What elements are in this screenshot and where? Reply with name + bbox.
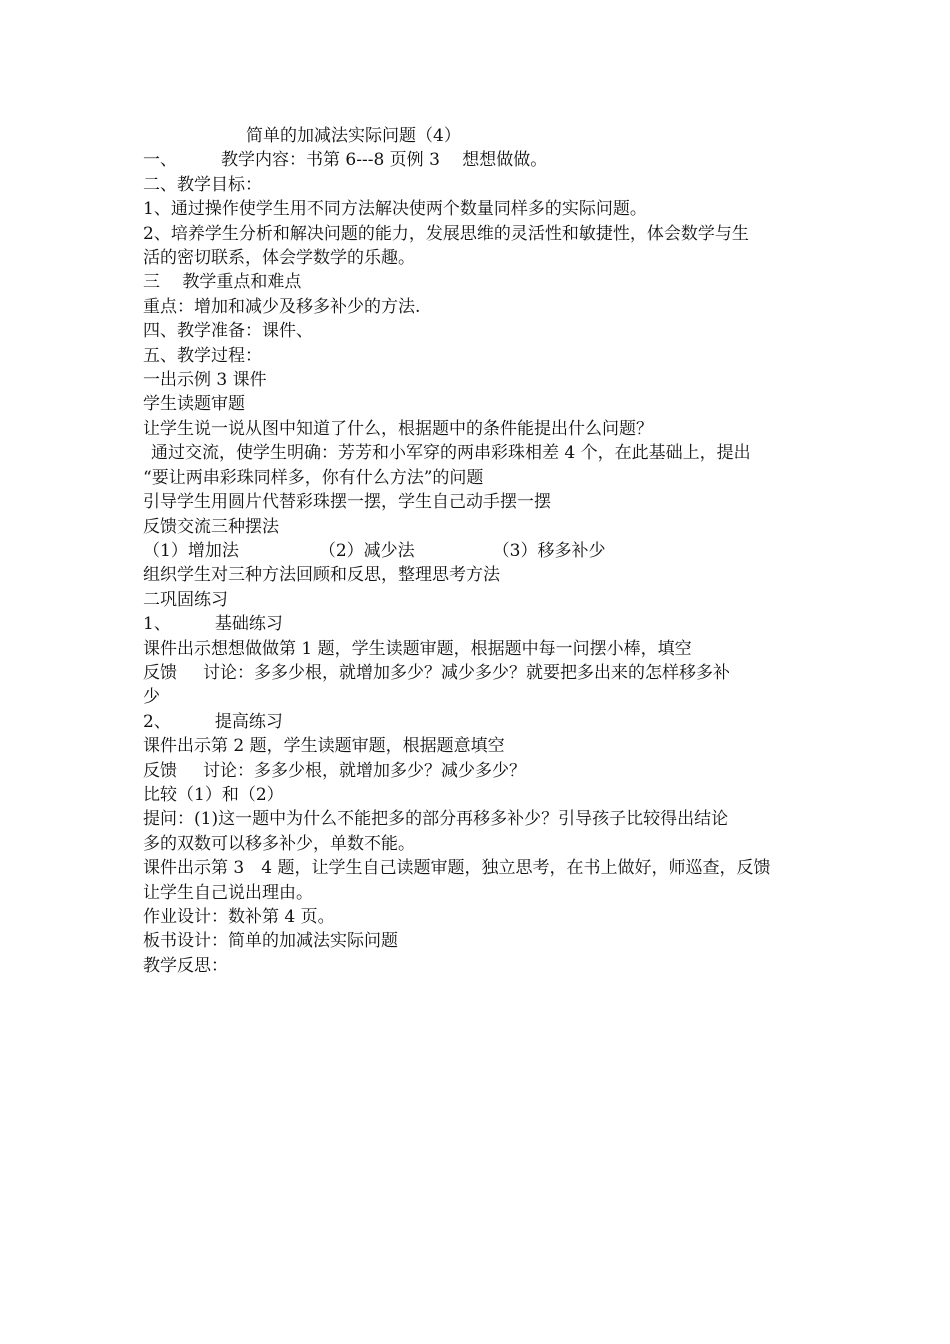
section-key-points: 三 教学重点和难点 xyxy=(143,272,302,293)
practice-advanced-feedback xyxy=(143,759,823,783)
teaching-reflection: 教学反思： xyxy=(143,955,228,976)
process-step-reflect: 组织学生对三种方法回顾和反思，整理思考方法 xyxy=(143,565,500,586)
process-step-read: 学生读题审题 xyxy=(143,394,245,415)
section-text: 教学内容：书第 6---8 页例 3 想想做做。 xyxy=(221,150,548,171)
practice-basic-heading xyxy=(143,612,823,636)
practice-label: 2、 xyxy=(143,711,171,732)
process-step-exchange-continued: “要让两串彩珠同样多，你有什么方法”的问题 xyxy=(143,467,484,488)
practice-title: 基础练习 xyxy=(214,614,283,635)
practice-title: 提高练习 xyxy=(214,711,283,732)
method-add: （1）增加法 xyxy=(143,540,239,561)
goal-item-2: 2、培养学生分析和解决问题的能力，发展思维的灵活性和敏捷性，体会数学与生 xyxy=(143,223,749,244)
feedback-label: 反馈 xyxy=(143,760,177,781)
feedback-text: 讨论：多多少根，就增加多少？减少多少？ xyxy=(203,760,526,781)
methods-row xyxy=(143,539,823,563)
section-label: 一、 xyxy=(143,150,177,171)
goal-item-1: 1、通过操作使学生用不同方法解决使两个数量同样多的实际问题。 xyxy=(143,199,647,220)
key-point-text: 重点：增加和减少及移多补少的方法. xyxy=(143,296,421,317)
board-design: 板书设计：简单的加减法实际问题 xyxy=(143,931,398,952)
goal-item-2-continued: 活的密切联系，体会学数学的乐趣。 xyxy=(143,248,415,269)
exercise-3-4-continued: 让学生自己说出理由。 xyxy=(143,882,313,903)
section-teaching-goals: 二、教学目标： xyxy=(143,174,262,195)
method-move: （3）移多补少 xyxy=(492,540,606,561)
process-step-question: 让学生说一说从图中知道了什么，根据题中的条件能提出什么问题？ xyxy=(143,418,653,439)
method-subtract: （2）减少法 xyxy=(318,540,415,561)
question-line: 提问：(1)这一题中为什么不能把多的部分再移多补少？引导孩子比较得出结论 xyxy=(143,809,729,830)
process-step-example: 一出示例 3 课件 xyxy=(143,370,267,391)
lesson-plan xyxy=(143,124,823,978)
section-process: 五、教学过程： xyxy=(143,345,262,366)
section-preparation: 四、教学准备：课件、 xyxy=(143,321,313,342)
compare-line: 比较（1）和（2） xyxy=(143,784,284,805)
section-practice: 二巩固练习 xyxy=(143,589,228,610)
practice-advanced-text: 课件出示第 2 题，学生读题审题，根据题意填空 xyxy=(143,736,505,757)
practice-label: 1、 xyxy=(143,614,171,635)
question-line-continued: 多的双数可以移多补少，单数不能。 xyxy=(143,833,415,854)
process-step-guide: 引导学生用圆片代替彩珠摆一摆，学生自己动手摆一摆 xyxy=(143,492,551,513)
exercise-3-4-line: 课件出示第 3 4 题，让学生自己读题审题，独立思考，在书上做好，师巡查，反馈 xyxy=(143,858,771,879)
practice-advanced-heading xyxy=(143,710,823,734)
feedback-label: 反馈 xyxy=(143,662,177,683)
process-step-feedback: 反馈交流三种摆法 xyxy=(143,516,279,537)
practice-basic-text: 课件出示想想做做第 1 题，学生读题审题，根据题中每一问摆小棒，填空 xyxy=(143,638,692,659)
practice-basic-feedback-continued: 少 xyxy=(143,687,160,708)
section-teaching-content xyxy=(143,148,823,172)
process-step-exchange: 通过交流，使学生明确：芳芳和小军穿的两串彩珠相差 4 个，在此基础上，提出 xyxy=(151,443,751,464)
feedback-text: 讨论：多多少根，就增加多少？减少多少？就要把多出来的怎样移多补 xyxy=(203,662,730,683)
practice-basic-feedback xyxy=(143,661,823,685)
document-title: 简单的加减法实际问题（4） xyxy=(246,126,461,146)
homework-design: 作业设计：数补第 4 页。 xyxy=(143,907,335,927)
